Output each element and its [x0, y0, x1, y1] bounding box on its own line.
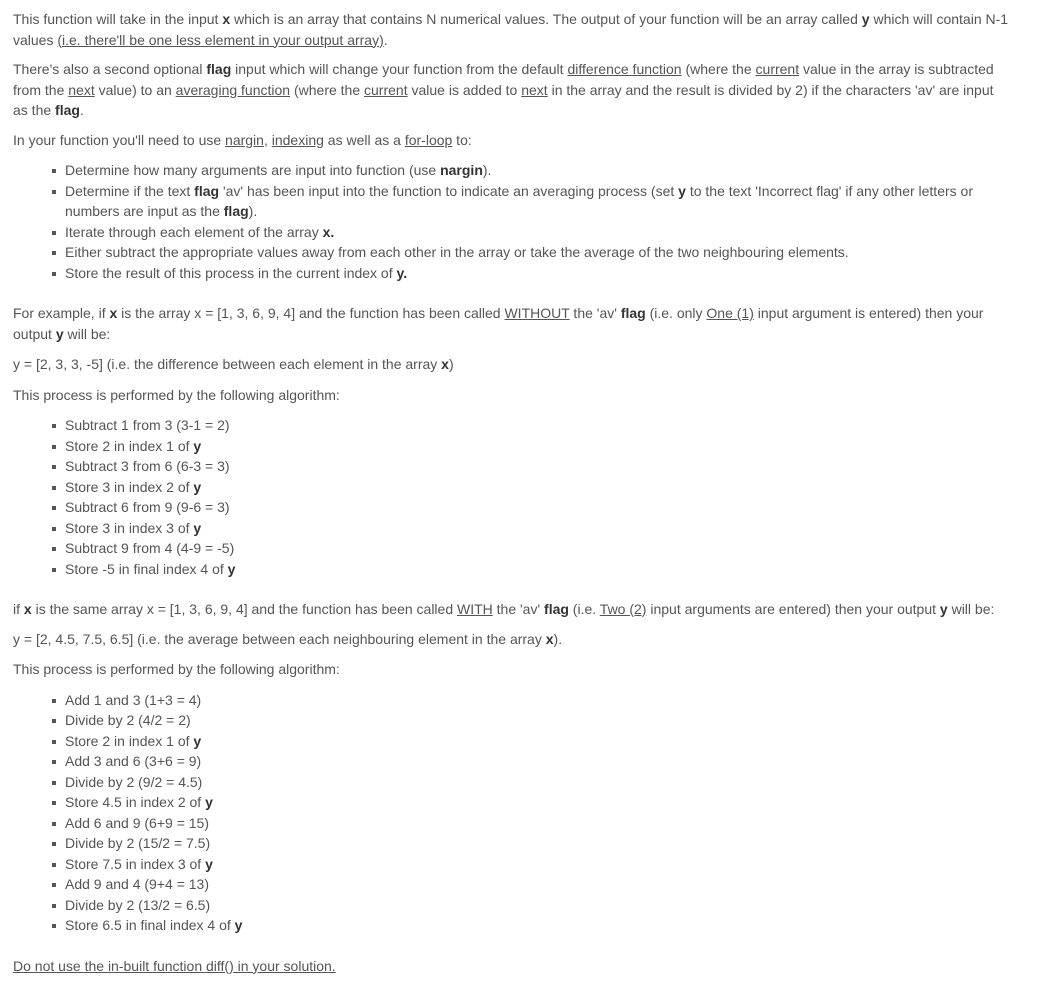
example1-intro: For example, if x is the array x = [1, 3, 6, 9, 4] and the function has been called WITHOUT the 'av' flag (i.e. only One (1) input argument is entered) then your output y will be: — [13, 305, 984, 342]
list-item: Store 2 in index 1 of y — [65, 731, 1009, 752]
list-item: Add 6 and 9 (6+9 = 15) — [65, 813, 1009, 834]
list-item: Divide by 2 (13/2 = 6.5) — [65, 895, 1009, 916]
example1-algorithm-intro: This process is performed by the following algorithm: — [13, 386, 340, 403]
list-item: Either subtract the appropriate values away from each other in the array or take the average of the two neighbouring elements. — [65, 242, 1009, 263]
list-item: Subtract 6 from 9 (9-6 = 3) — [65, 497, 1009, 518]
example2-result: y = [2, 4.5, 7.5, 6.5] (i.e. the average between each neighbouring element in the array x). — [13, 630, 563, 647]
example2-steps-list — [13, 690, 1009, 936]
list-item: Divide by 2 (4/2 = 2) — [65, 710, 1009, 731]
list-item: Subtract 9 from 4 (4-9 = -5) — [65, 538, 1009, 559]
list-item: Add 9 and 4 (9+4 = 13) — [65, 874, 1009, 895]
list-item: Divide by 2 (15/2 = 7.5) — [65, 833, 1009, 854]
footer-note: Do not use the in-built function diff() in your solution. — [13, 957, 336, 974]
list-item: Determine how many arguments are input into function (use nargin). — [65, 160, 1009, 181]
example2-algorithm-intro: This process is performed by the following algorithm: — [13, 661, 340, 677]
requirements-list — [13, 160, 1009, 283]
example2-intro: if x is the same array x = [1, 3, 6, 9, 4] and the function has been called WITH the 'av' flag (i.e. Two (2) input arguments are entered) then your output y will be: — [13, 601, 995, 617]
list-item: Subtract 1 from 3 (3-1 = 2) — [65, 415, 1009, 436]
intro-paragraph-tools: In your function you'll need to use nargin, indexing as well as a for-loop to: — [13, 131, 472, 148]
list-item: Add 1 and 3 (1+3 = 4) — [65, 690, 1009, 711]
intro-paragraph-input-output: This function will take in the input x which is an array that contains N numerical values. The output of your function will be an array called y which will contain N-1 values (i.e. there'll be one less element in your output array). — [13, 11, 1009, 48]
list-item: Store 3 in index 2 of y — [65, 477, 1009, 498]
intro-paragraph-flag: There's also a second optional flag input which will change your function from the default difference function (where the current value in the array is subtracted from the next value) to an averaging function (where the current value is added to next in the array and the result is divided by 2) if the characters 'av' are input as the flag. — [13, 61, 994, 118]
list-item: Store 3 in index 3 of y — [65, 518, 1009, 539]
list-item: Store 7.5 in index 3 of y — [65, 854, 1009, 875]
example1-steps-list — [13, 415, 1009, 579]
list-item: Iterate through each element of the array x. — [65, 222, 1009, 243]
example1-result: y = [2, 3, 3, -5] (i.e. the difference between each element in the array x) — [13, 356, 454, 372]
list-item: Store -5 in final index 4 of y — [65, 559, 1009, 580]
list-item: Add 3 and 6 (3+6 = 9) — [65, 751, 1009, 772]
list-item: Subtract 3 from 6 (6-3 = 3) — [65, 456, 1009, 477]
list-item: Store 6.5 in final index 4 of y — [65, 915, 1009, 936]
list-item: Store the result of this process in the current index of y. — [65, 263, 1009, 284]
list-item: Store 2 in index 1 of y — [65, 436, 1009, 457]
list-item: Determine if the text flag 'av' has been input into the function to indicate an averaging process (set y to the text 'Incorrect flag' if any other letters or numbers are input as the flag). — [65, 181, 1009, 222]
list-item: Store 4.5 in index 2 of y — [65, 792, 1009, 813]
list-item: Divide by 2 (9/2 = 4.5) — [65, 772, 1009, 793]
